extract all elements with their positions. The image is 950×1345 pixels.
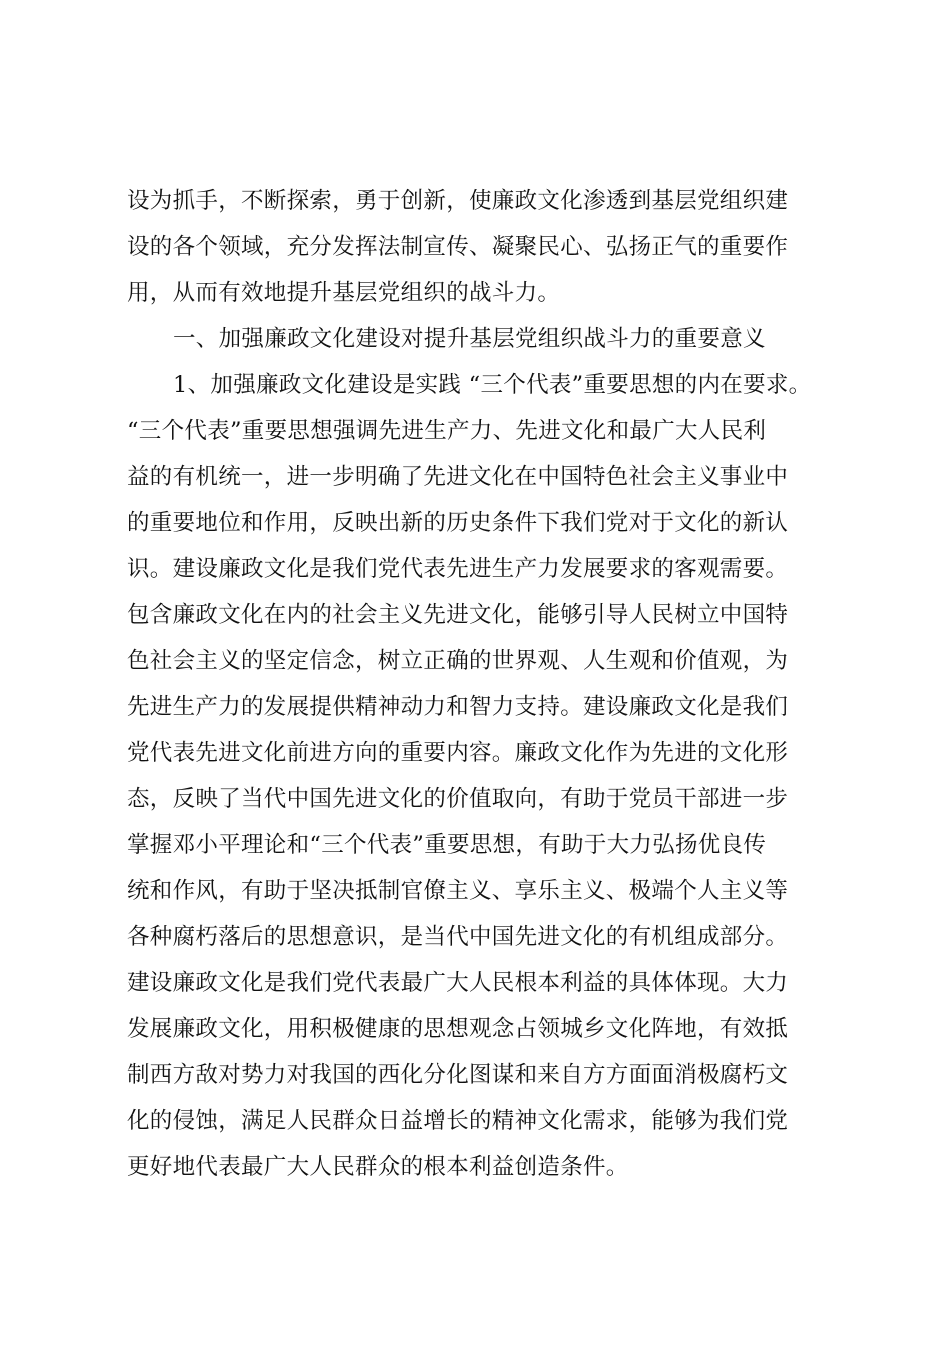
- text-line: 化的侵蚀，满足人民群众日益增长的精神文化需求，能够为我们党: [127, 1108, 789, 1134]
- text-line: 设的各个领域，充分发挥法制宣传、凝聚民心、弘扬正气的重要作: [127, 234, 789, 260]
- text-line: 先进生产力的发展提供精神动力和智力支持。建设廉政文化是我们: [127, 694, 789, 720]
- text-line: 发展廉政文化，用积极健康的思想观念占领城乡文化阵地，有效抵: [127, 1016, 789, 1042]
- text-line: 态，反映了当代中国先进文化的价值取向，有助于党员干部进一步: [127, 786, 789, 812]
- text-line: 色社会主义的坚定信念，树立正确的世界观、人生观和价值观，为: [127, 648, 789, 674]
- text-line: 益的有机统一，进一步明确了先进文化在中国特色社会主义事业中: [127, 464, 789, 490]
- text-line: 用，从而有效地提升基层党组织的战斗力。: [127, 280, 561, 306]
- text-line: 党代表先进文化前进方向的重要内容。廉政文化作为先进的文化形: [127, 740, 789, 766]
- text-line: 的重要地位和作用，反映出新的历史条件下我们党对于文化的新认: [127, 510, 789, 536]
- text-line: 建设廉政文化是我们党代表最广大人民根本利益的具体体现。大力: [127, 970, 789, 996]
- subsection-heading: 1、加强廉政文化建设是实践 “三个代表”重要思想的内在要求。: [173, 372, 812, 398]
- text-line: 掌握邓小平理论和“三个代表”重要思想，有助于大力弘扬优良传: [127, 832, 767, 858]
- text-line: 包含廉政文化在内的社会主义先进文化，能够引导人民树立中国特: [127, 602, 789, 628]
- text-line: 设为抓手，不断探索，勇于创新，使廉政文化渗透到基层党组织建: [127, 188, 789, 214]
- text-line: 制西方敌对势力对我国的西化分化图谋和来自方方面面消极腐朽文: [127, 1062, 789, 1088]
- section-heading: 一、加强廉政文化建设对提升基层党组织战斗力的重要意义: [173, 326, 766, 352]
- text-line: 更好地代表最广大人民群众的根本利益创造条件。: [127, 1154, 629, 1180]
- text-line: “三个代表”重要思想强调先进生产力、先进文化和最广大人民利: [127, 418, 767, 444]
- text-line: 识。建设廉政文化是我们党代表先进生产力发展要求的客观需要。: [127, 556, 789, 582]
- text-line: 各种腐朽落后的思想意识，是当代中国先进文化的有机组成部分。: [127, 924, 789, 950]
- text-line: 统和作风，有助于坚决抵制官僚主义、享乐主义、极端个人主义等: [127, 878, 789, 904]
